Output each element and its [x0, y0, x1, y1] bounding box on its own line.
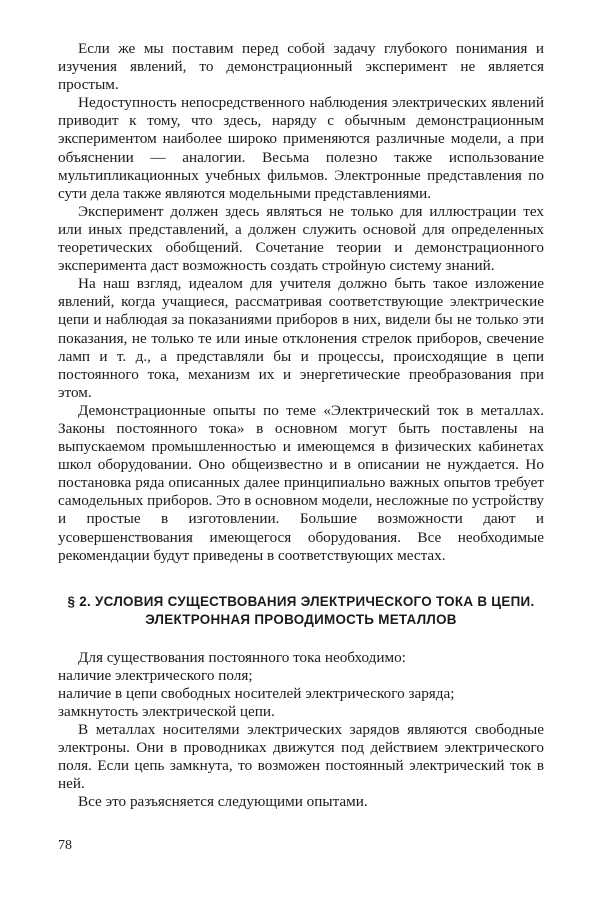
section-heading-line-2: ЭЛЕКТРОННАЯ ПРОВОДИМОСТЬ МЕТАЛЛОВ: [145, 611, 457, 627]
paragraph: Если же мы поставим перед собой задачу глубокого понимания и изучения явлений, то демонстрационный эксперимент не является простым.: [58, 40, 544, 94]
paragraph: На наш взгляд, идеалом для учителя должно быть такое изложение явлений, когда учащиеся, рассматривая соответствующие электрические цепи и наблюдая за показаниями приборов в них, видели бы не только эти показания, не только те или иные отклонения стрелок приборов, свечение ламп и т. д., а представляли бы и процессы, происходящие в цепи постоянного тока, механизм их и энергетические преобразования при этом.: [58, 275, 544, 401]
conditions-intro: Для существования постоянного тока необходимо:: [78, 648, 406, 666]
section-heading: [58, 593, 544, 629]
list-item: наличие в цепи свободных носителей электрического заряда;: [58, 684, 455, 702]
paragraph: Эксперимент должен здесь являться не только для иллюстрации тех или иных представлений, а должен служить основой для определенных теоретических обобщений. Сочетание теории и демонстрационного эксперимента даст возможность создать стройную систему знаний.: [58, 202, 544, 275]
page-number: 78: [58, 838, 72, 853]
paragraph: В металлах носителями электрических зарядов являются свободные электроны. Они в проводниках движутся под действием электрического поля. Если цепь замкнута, то возможен постоянный электрический ток в ней.: [58, 721, 544, 793]
paragraph: Демонстрационные опыты по теме «Электрический ток в металлах. Законы постоянного тока» в основном могут быть поставлены на выпускаемом промышленностью и имеющемся в физических кабинетах школ оборудовании. Оно общеизвестно и в описании не нуждается. Но постановка ряда описанных далее принципиально важных опытов требует самодельных приборов. Это в основном модели, несложные по устройству и простые в изготовлении. Большие возможности дают и усовершенствования имеющегося оборудования. Все необходимые рекомендации будут приведены в соответствующих местах.: [58, 401, 544, 564]
section-heading-line-1: § 2. УСЛОВИЯ СУЩЕСТВОВАНИЯ ЭЛЕКТРИЧЕСКОГО ТОКА В ЦЕПИ.: [67, 593, 535, 609]
list-item: наличие электрического поля;: [58, 666, 253, 684]
list-item: замкнутость электрической цепи.: [58, 703, 275, 720]
page-body: [58, 40, 544, 812]
paragraph: Все это разъясняется следующими опытами.: [78, 793, 368, 811]
conditions-list: [58, 649, 544, 721]
paragraph: Недоступность непосредственного наблюдения электрических явлений приводит к тому, что здесь, наряду с обычным демонстрационным экспериментом наиболее широко применяются различные модели, а при объяснении — аналогии. Весьма полезно также использование мультипликационных учебных фильмов. Электронные представления по сути дела также являются модельными представлениями.: [58, 94, 544, 202]
